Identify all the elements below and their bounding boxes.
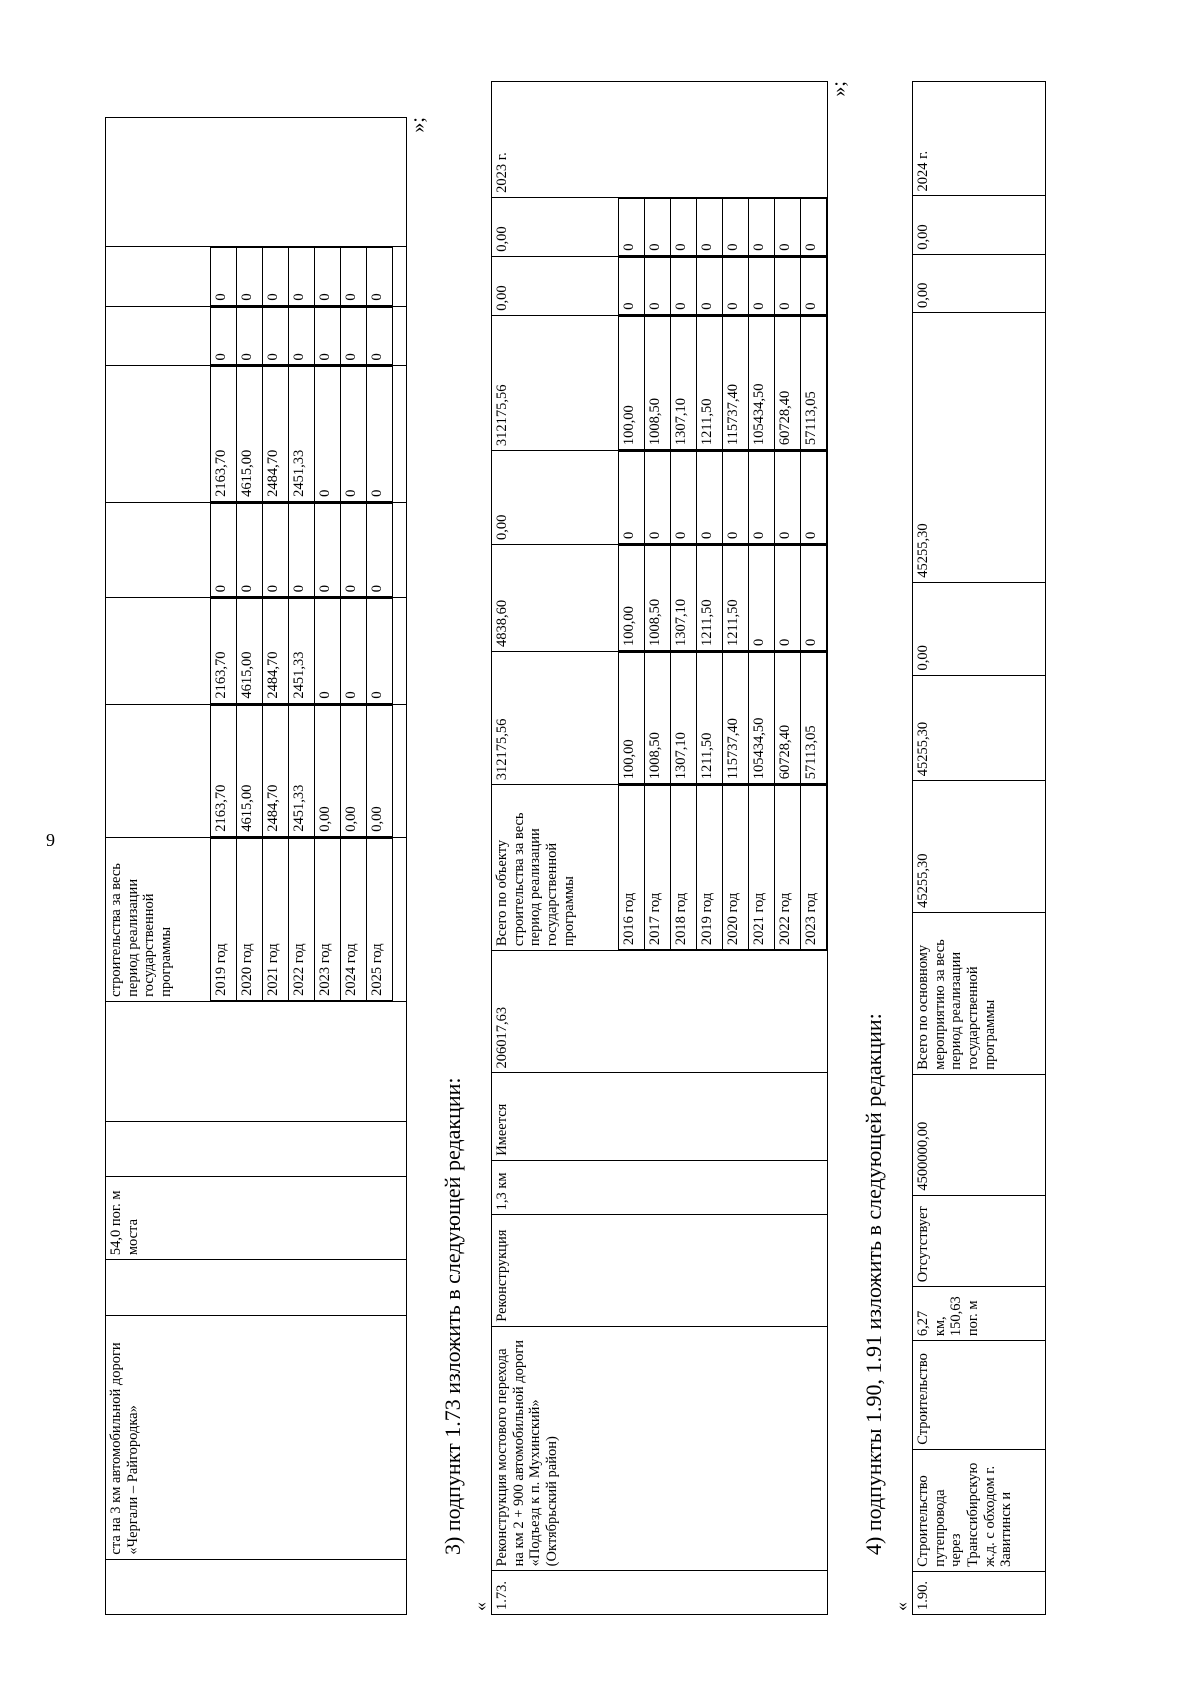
s3-cost: 206017,63	[492, 951, 828, 1073]
s3-col-c	[492, 315, 828, 450]
t1-year: 2025 год	[367, 838, 393, 1000]
s3-cell: 1008,50	[645, 316, 671, 449]
s3-cell: 0	[645, 452, 671, 544]
table-1	[105, 117, 407, 1615]
t1-capacity: 54,0 пог. м моста	[106, 1177, 407, 1260]
t1-cell: 0	[341, 307, 367, 365]
t1-year: 2023 год	[315, 838, 341, 1000]
t1-cell: 0	[263, 247, 289, 305]
s4-type: Строительство	[913, 1341, 1046, 1450]
s3-cell: 0	[697, 257, 723, 314]
s3-cell: 0	[749, 452, 775, 544]
s4-cost: 4500000,00	[913, 1074, 1046, 1195]
s3-cell: 57113,05	[801, 316, 827, 449]
t1-cell: 0	[367, 503, 393, 596]
s3-cell: 105434,50	[749, 653, 775, 784]
s3-cell: 1307,10	[671, 316, 697, 449]
s3-cell: 115737,40	[723, 316, 749, 449]
s4-total-b: 0,00	[913, 582, 1046, 675]
s3-total-e: 0,00	[494, 226, 510, 252]
t1-cell: 0	[211, 247, 237, 305]
s3-cell: 0	[775, 452, 801, 544]
t1-cell: 0	[341, 367, 367, 501]
s3-cell: 0	[801, 452, 827, 544]
s4-total-all: 45255,30	[913, 781, 1046, 913]
s3-capacity: 1,3 км	[492, 1160, 828, 1215]
s3-year: 2021 год	[749, 786, 775, 950]
s3-cell: 0	[801, 198, 827, 255]
t1-cell: 2163,70	[211, 705, 237, 836]
s3-cell: 0	[671, 452, 697, 544]
s3-col-a	[492, 545, 828, 652]
s3-type: Реконструкция	[492, 1215, 828, 1326]
section3-heading: 3) подпункт 1.73 изложить в следующей редакции:	[440, 1077, 465, 1555]
t1-cell: 0	[367, 367, 393, 501]
section3-open-quote: «	[470, 1602, 490, 1611]
t1-cell: 2484,70	[263, 705, 289, 836]
s3-cell: 1211,50	[723, 546, 749, 651]
t1-col-e	[106, 246, 407, 306]
s3-cell: 1211,50	[697, 546, 723, 651]
s3-col-b	[492, 451, 828, 545]
t1-cell: 0	[341, 503, 367, 596]
t1-cell: 0	[367, 599, 393, 703]
t1-cell: 2484,70	[263, 599, 289, 703]
t1-cell: 2451,33	[289, 705, 315, 836]
s3-cell: 0	[801, 257, 827, 314]
s3-year: 2018 год	[671, 786, 697, 950]
t1-cell: 0	[263, 307, 289, 365]
s3-cell: 0	[619, 198, 645, 255]
s3-col-total	[492, 652, 828, 785]
t1-object-name: ста на 3 км автомобильной дороги «Чергали – Райгородка»	[106, 1315, 407, 1559]
s3-total-a: 4838,60	[494, 599, 510, 648]
t1-cell: 0	[289, 307, 315, 365]
s3-object-name: Реконструкция мостового перехода на км 2 + 900 автомобильной дороги «Подъезд к п. Мухинский» (Октябрьский район)	[492, 1326, 828, 1571]
t1-cell: 0	[237, 307, 263, 365]
t1-cell: 0	[211, 503, 237, 596]
t1-cell: 2451,33	[289, 367, 315, 501]
t1-year: 2020 год	[237, 838, 263, 1000]
t1-end-quote: »;	[407, 117, 429, 133]
s4-capacity: 6,27 км, 150,63 пог. м	[913, 1287, 1046, 1341]
t1-col-c	[106, 366, 407, 502]
s3-cell: 1307,10	[671, 546, 697, 651]
t1-cell: 0	[289, 247, 315, 305]
t1-cell: 0	[263, 503, 289, 596]
s3-cell: 0	[671, 198, 697, 255]
t1-cell: 2484,70	[263, 367, 289, 501]
t1-years	[210, 838, 393, 1001]
t1-num-cell	[106, 1559, 407, 1614]
t1-cell: 0	[289, 503, 315, 596]
s3-cell: 0	[775, 198, 801, 255]
t1-cell: 0	[315, 247, 341, 305]
s4-total-e: 0,00	[913, 196, 1046, 254]
t1-year: 2021 год	[263, 838, 289, 1000]
t1-cell: 0,00	[315, 705, 341, 836]
s3-cell: 0	[671, 257, 697, 314]
s3-cell: 0	[697, 198, 723, 255]
t1-cell: 0	[341, 599, 367, 703]
t1-cell: 4615,00	[237, 367, 263, 501]
s3-cell: 0	[723, 198, 749, 255]
s3-year: 2020 год	[723, 786, 749, 950]
t1-cell: 0	[367, 307, 393, 365]
s4-label: Всего по основному мероприятию за весь период реализации государственной программы	[913, 912, 1046, 1074]
s3-years-cell	[492, 785, 828, 951]
s3-total-d: 0,00	[494, 285, 510, 311]
t1-label: строительства за весь период реализации государственной программы	[108, 863, 175, 997]
s4-num: 1.90.	[913, 1571, 1046, 1614]
t1-cell: 2451,33	[289, 599, 315, 703]
s3-deadline: 2023 г.	[492, 82, 828, 198]
s3-cell: 57113,05	[801, 653, 827, 784]
t1-years-cell	[106, 837, 407, 1001]
t1-cell: 0	[211, 307, 237, 365]
s3-num: 1.73.	[492, 1571, 828, 1615]
t1-cell: 2163,70	[211, 599, 237, 703]
s3-cell: 0	[697, 452, 723, 544]
s3-cell: 0	[723, 257, 749, 314]
s3-total-b: 0,00	[494, 514, 510, 541]
page-number: 9	[46, 830, 55, 850]
s3-cell: 1008,50	[645, 653, 671, 784]
section4-heading: 4) подпункты 1.90, 1.91 изложить в следующей редакции:	[861, 1013, 886, 1555]
s3-col-d	[492, 256, 828, 315]
s3-cell: 0	[749, 198, 775, 255]
t1-cell: 4615,00	[237, 599, 263, 703]
t1-cell: 0	[315, 307, 341, 365]
s3-end-quote: »;	[828, 81, 850, 97]
t1-cell: 0	[341, 247, 367, 305]
s3-col-e	[492, 197, 828, 256]
s3-cell: 0	[645, 198, 671, 255]
s4-total-d: 0,00	[913, 254, 1046, 312]
s4-total-c: 45255,30	[913, 313, 1046, 583]
s3-cell: 0	[775, 257, 801, 314]
s3-label: Всего по объекту строительства за весь период реализации государственной программы	[494, 812, 577, 947]
t1-cell: 0,00	[367, 705, 393, 836]
t1-col-d	[106, 306, 407, 366]
s3-total-all: 312175,56	[494, 718, 510, 781]
s3-cell: 0	[619, 452, 645, 544]
t1-year: 2022 год	[289, 838, 315, 1000]
s3-cell: 1008,50	[645, 546, 671, 651]
t1-cell: 4615,00	[237, 705, 263, 836]
t1-col-total	[106, 704, 407, 837]
t1-cell: 0	[367, 247, 393, 305]
s3-cell: 60728,40	[775, 653, 801, 784]
s3-cell: 100,00	[619, 546, 645, 651]
section4-open-quote: «	[891, 1602, 911, 1611]
t1-cell: 0	[315, 503, 341, 596]
s3-year: 2023 год	[801, 786, 827, 950]
t1-year: 2024 год	[341, 838, 367, 1000]
s3-cell: 60728,40	[775, 316, 801, 449]
s4-status: Отсутствует	[913, 1195, 1046, 1287]
s3-cell: 115737,40	[723, 653, 749, 784]
rotated-sheet	[105, 0, 1195, 1615]
t1-cell: 0,00	[341, 705, 367, 836]
s3-year: 2019 год	[697, 786, 723, 950]
t1-col-b	[106, 502, 407, 597]
s3-cell: 1307,10	[671, 653, 697, 784]
s3-years	[618, 785, 827, 950]
table-190	[912, 81, 1046, 1615]
s3-cell: 1211,50	[697, 653, 723, 784]
s3-cell: 1211,50	[697, 316, 723, 449]
s3-year: 2022 год	[775, 786, 801, 950]
s3-cell: 0	[723, 452, 749, 544]
s3-cell: 0	[749, 546, 775, 651]
t1-cell: 0	[237, 503, 263, 596]
t1-cell: 0	[237, 247, 263, 305]
s3-cell: 0	[801, 546, 827, 651]
s3-year: 2016 год	[619, 786, 645, 950]
s4-object-name: Строительство путепровода через Транссибирскую ж.д. с обходом г. Завитинск и	[913, 1449, 1046, 1571]
t1-col-a	[106, 598, 407, 704]
t1-cell: 2163,70	[211, 367, 237, 501]
s3-cell: 0	[775, 546, 801, 651]
s3-cell: 105434,50	[749, 316, 775, 449]
table-173	[491, 81, 828, 1615]
s3-cell: 0	[749, 257, 775, 314]
s3-total-c: 312175,56	[494, 384, 510, 447]
s3-cell: 0	[619, 257, 645, 314]
s3-cell: 0	[645, 257, 671, 314]
s3-year: 2017 год	[645, 786, 671, 950]
s3-status: Имеется	[492, 1073, 828, 1160]
t1-cell: 0	[315, 367, 341, 501]
t1-year: 2019 год	[211, 838, 237, 1000]
s4-total-a: 45255,30	[913, 675, 1046, 781]
s4-deadline: 2024 г.	[913, 82, 1046, 196]
s3-cell: 100,00	[619, 653, 645, 784]
s3-cell: 100,00	[619, 316, 645, 449]
t1-cell: 0	[315, 599, 341, 703]
